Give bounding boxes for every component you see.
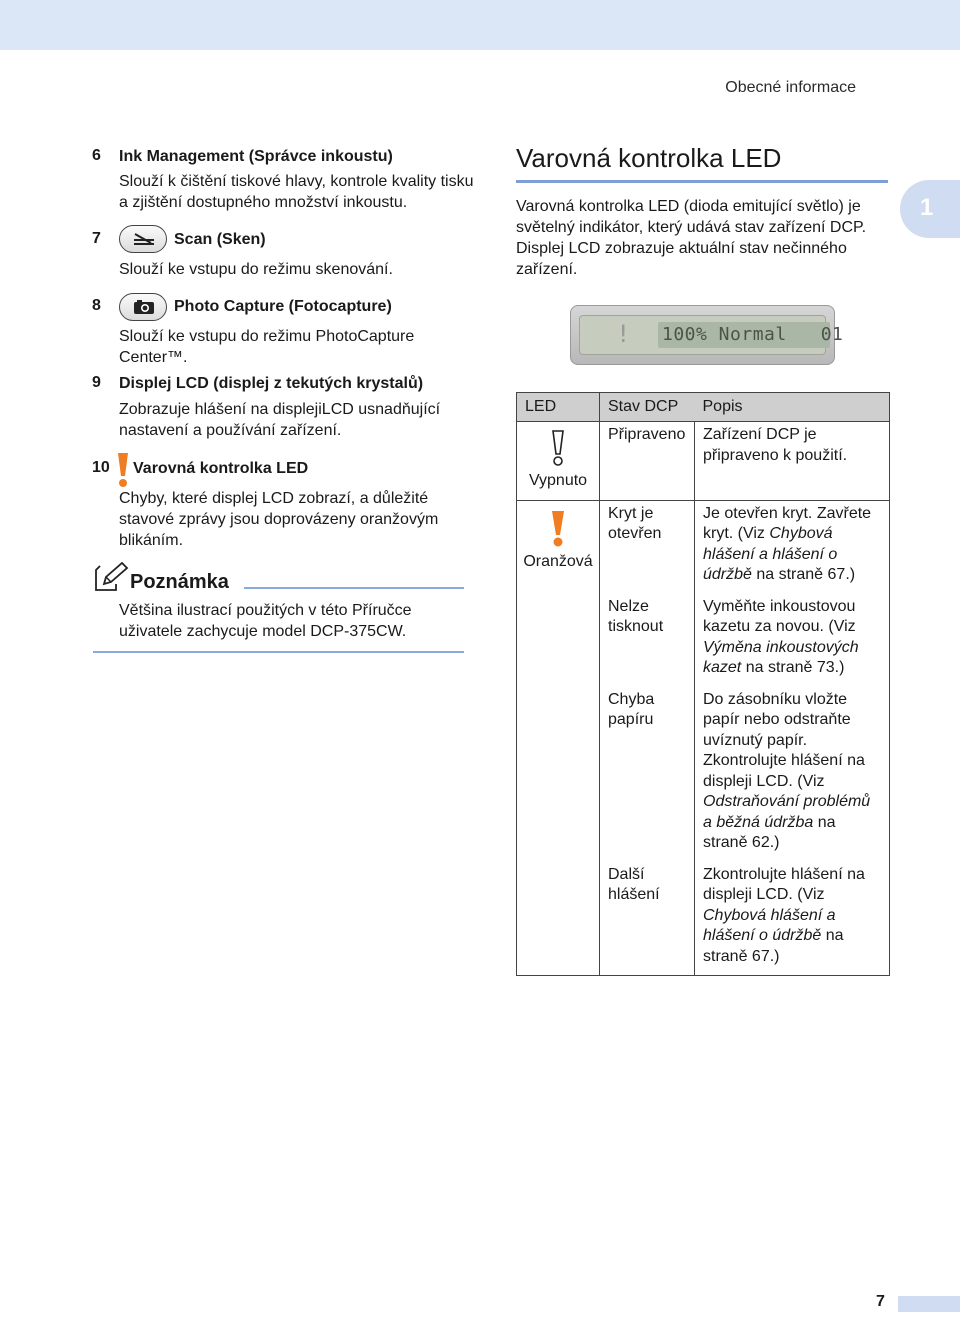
stav-cell: Připraveno: [600, 422, 695, 501]
stav-cell: Další hlášení: [600, 862, 695, 976]
popis-cell: Zkontrolujte hlášení na displeji LCD. (Viz Chybová hlášení a hlášení o údržbě na straně 67.): [695, 862, 890, 976]
item-number-7: 7: [92, 230, 101, 247]
led-on-label: Oranžová: [523, 552, 593, 570]
item-number-8: 8: [92, 297, 101, 314]
item-desc-warning-led: Chyby, které displej LCD zobrazí, a důležité stavové zprávy jsou doprovázeny oranžovým blikáním.: [119, 490, 439, 549]
stav-cell: Chyba papíru: [608, 690, 655, 728]
popis-cell: Zařízení DCP je připraveno k použití.: [695, 422, 890, 501]
lcd-bezel: [579, 315, 844, 355]
page-number: 7: [876, 1293, 885, 1310]
note-pencil-icon: [94, 562, 130, 592]
lcd-warning-icon: !: [616, 320, 631, 348]
note-text: Většina ilustrací použitých v této Příručce uživatele zachycuje model DCP-375CW.: [119, 602, 412, 640]
top-band: [0, 0, 960, 50]
item-number-6: 6: [92, 147, 101, 164]
table-header-popis: Popis: [695, 393, 890, 422]
popis-cell: Je otevřen kryt. Zavřete kryt. (Viz Chybová hlášení a hlášení o údržbě na straně 67.): [695, 500, 890, 594]
chapter-number: 1: [920, 194, 934, 221]
note-title: Poznámka: [130, 571, 229, 593]
item-title-photo-capture: Photo Capture (Fotocapture): [174, 298, 392, 315]
led-off-label: Vypnuto: [528, 472, 588, 489]
table-row: [517, 500, 890, 594]
item-desc-lcd: Zobrazuje hlášení na displejiLCD usnadňující nastavení a používání zařízení.: [119, 401, 441, 439]
section-rule: [516, 180, 888, 183]
popis-cell: Vyměňte inkoustovou kazetu za novou. (Viz Výměna inkoustových kazet na straně 73.): [695, 594, 890, 687]
table-row: [517, 422, 890, 501]
popis-cell: Do zásobníku vložte papír nebo odstraňte uvíznutý papír. Zkontrolujte hlášení na displeji LCD. (Viz Odstraňování problémů a běžná údržba na straně 62.): [695, 687, 890, 862]
item-desc-ink-management: Slouží k čištění tiskové hlavy, kontrole kvality tisku a zjištění dostupného množství inkoustu.: [119, 173, 474, 211]
table-header-led: LED: [517, 393, 600, 422]
lcd-screen: [658, 322, 844, 348]
stav-cell: Kryt je otevřen: [608, 504, 662, 542]
stav-cell: Nelze tisknout: [608, 597, 664, 635]
lcd-text: 100% Normal 01: [662, 324, 844, 345]
table-header-stav: Stav DCP: [600, 393, 695, 422]
item-title-scan: Scan (Sken): [174, 231, 266, 248]
running-header: Obecné informace: [725, 79, 856, 96]
table-header-row: [517, 393, 890, 422]
note-rule-bottom: [93, 651, 464, 653]
scan-icon: [119, 225, 167, 253]
item-number-9: 9: [92, 374, 101, 391]
led-status-table: [516, 392, 890, 976]
item-desc-scan: Slouží ke vstupu do režimu skenování.: [119, 261, 393, 278]
item-title-ink-management: Ink Management (Správce inkoustu): [119, 148, 393, 165]
warning-off-icon: [549, 429, 567, 467]
led-off-cell: [517, 422, 600, 501]
camera-icon: [119, 293, 167, 321]
note-rule-top: [244, 587, 464, 589]
bottom-band: [898, 1296, 960, 1312]
item-title-lcd: Displej LCD (displej z tekutých krystalů): [119, 375, 424, 392]
warning-orange-icon: [549, 510, 567, 548]
item-number-10: 10: [92, 459, 110, 476]
item-title-warning-led: Varovná kontrolka LED: [133, 460, 309, 477]
warning-icon: [116, 452, 130, 488]
lcd-display-illustration: [570, 305, 844, 365]
section-desc: Varovná kontrolka LED (dioda emitující světlo) je světelný indikátor, který udává stav zařízení DCP. Displej LCD zobrazuje aktuální stav nečinného zařízení.: [516, 198, 867, 278]
led-on-cell: [517, 500, 600, 976]
chapter-tab: [900, 180, 960, 238]
section-title: Varovná kontrolka LED: [516, 143, 782, 173]
item-desc-photo-capture: Slouží ke vstupu do režimu PhotoCapture Center™.: [119, 328, 415, 366]
